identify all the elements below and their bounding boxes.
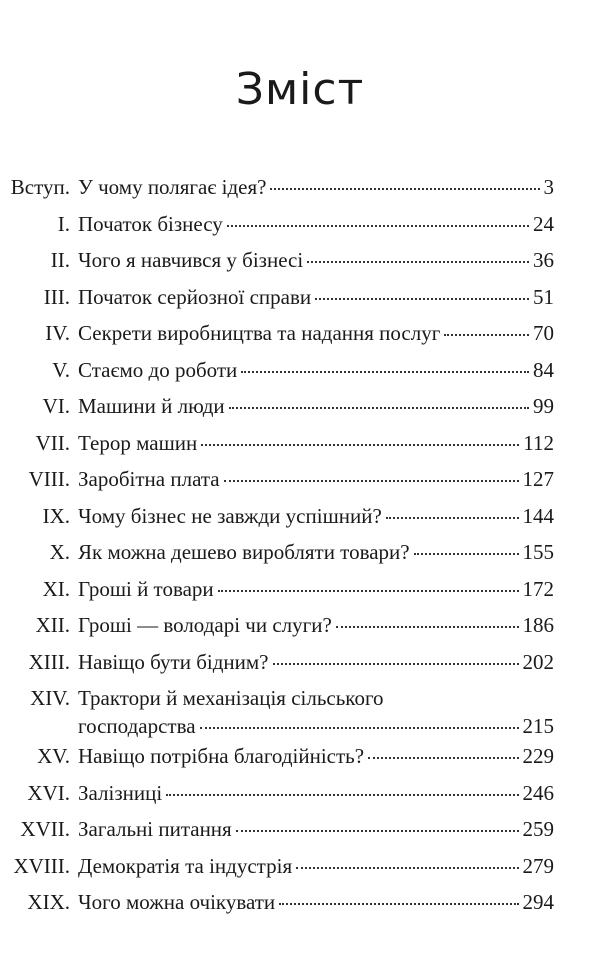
chapter-number: V.: [52, 357, 70, 382]
chapter-title-line1: Трактори й механізація сільського: [78, 686, 384, 710]
page-number: 294: [522, 890, 554, 914]
chapter-number: VII.: [35, 430, 70, 455]
page-number: 186: [522, 613, 554, 637]
chapter-title: Демократія та індустрія: [78, 853, 293, 878]
chapter-title: Машини й люди: [78, 394, 225, 418]
chapter-title: Як можна дешево виробляти товари?: [78, 540, 410, 564]
toc-entry-3[interactable]: [0, 285, 600, 322]
chapter-number: IX.: [42, 503, 70, 528]
chapter-number: VIII.: [28, 467, 70, 491]
toc-entry-2[interactable]: [0, 248, 600, 285]
dot-leader: [229, 407, 529, 409]
dot-leader: [227, 225, 529, 227]
dot-leader: [166, 794, 518, 796]
toc-entry-7[interactable]: [0, 431, 600, 468]
toc-entry-14[interactable]: [0, 686, 600, 744]
chapter-number: I.: [57, 211, 70, 236]
dot-leader: [368, 757, 518, 759]
chapter-title: Секрети виробництва та надання послуг: [78, 321, 441, 345]
chapter-title: Чого можна очікувати: [78, 890, 276, 914]
toc-entry-16[interactable]: [0, 781, 600, 818]
chapter-title: Чого я навчився у бізнесі: [78, 248, 304, 272]
dot-leader: [296, 867, 518, 869]
page-number: 99: [533, 394, 554, 418]
chapter-title: Навіщо потрібна благодійність?: [78, 744, 365, 768]
toc-entry-4[interactable]: [0, 321, 600, 358]
chapter-title: Навіщо бути бідним?: [78, 649, 269, 674]
chapter-number: XVI.: [27, 780, 70, 805]
dot-leader: [236, 830, 519, 832]
chapter-title: Чому бізнес не завжди успішний?: [78, 503, 382, 528]
page-number: 127: [522, 467, 554, 491]
chapter-number: XV.: [37, 744, 70, 768]
dot-leader: [279, 903, 518, 905]
toc-entry-17[interactable]: [0, 817, 600, 854]
chapter-number: XIV.: [30, 686, 70, 710]
chapter-number: XVII.: [20, 817, 70, 841]
toc-entry-13[interactable]: [0, 650, 600, 687]
toc-entry-11[interactable]: [0, 577, 600, 614]
chapter-title: Залізниці: [78, 780, 163, 805]
chapter-title: Гроші — володарі чи слуги?: [78, 613, 332, 637]
chapter-title: Загальні питання: [78, 817, 232, 841]
page-number: 84: [533, 357, 554, 382]
dot-leader: [444, 334, 529, 336]
toc-entry-8[interactable]: [0, 467, 600, 504]
page-number: 24: [533, 211, 554, 236]
page-number: 259: [522, 817, 554, 841]
dot-leader: [201, 444, 519, 446]
chapter-number: XIII.: [28, 649, 70, 674]
chapter-title: Заробітна плата: [78, 467, 220, 491]
chapter-number: VI.: [42, 394, 70, 418]
page-number: 202: [522, 649, 554, 674]
page-title: Зміст: [235, 64, 365, 115]
chapter-title: Гроші й товари: [78, 576, 214, 601]
toc-entry-intro[interactable]: [0, 175, 600, 212]
page-number: 144: [522, 503, 554, 528]
page-number: 36: [533, 248, 554, 272]
chapter-number: XVIII.: [13, 853, 70, 878]
toc-entry-12[interactable]: [0, 613, 600, 650]
table-of-contents: [0, 175, 600, 927]
chapter-number: Вступ.: [10, 175, 70, 199]
dot-leader: [218, 590, 519, 592]
chapter-title: Стаємо до роботи: [78, 357, 238, 382]
chapter-number: IV.: [45, 321, 70, 345]
toc-entry-1[interactable]: [0, 212, 600, 249]
dot-leader: [414, 553, 519, 555]
chapter-number: X.: [49, 540, 70, 564]
page-number: 112: [523, 430, 554, 455]
chapter-number: XIX.: [27, 890, 70, 914]
page-number: 51: [533, 284, 554, 309]
toc-entry-15[interactable]: [0, 744, 600, 781]
chapter-title: Початок серйозної справи: [78, 284, 312, 309]
page-number: 215: [522, 714, 554, 738]
chapter-number: III.: [43, 284, 70, 309]
dot-leader: [273, 663, 519, 665]
chapter-number: II.: [50, 248, 70, 272]
chapter-title: У чому полягає ідея?: [78, 175, 267, 199]
dot-leader: [224, 480, 519, 482]
dot-leader: [336, 626, 519, 628]
chapter-number: XI.: [42, 576, 70, 601]
dot-leader: [307, 261, 529, 263]
toc-entry-9[interactable]: [0, 504, 600, 541]
dot-leader: [200, 727, 519, 729]
chapter-number: XII.: [35, 613, 70, 637]
page-number: 172: [522, 576, 554, 601]
chapter-title: Терор машин: [78, 430, 198, 455]
page-number: 246: [522, 780, 554, 805]
toc-entry-6[interactable]: [0, 394, 600, 431]
page-number: 70: [533, 321, 554, 345]
page-number: 229: [522, 744, 554, 768]
toc-entry-10[interactable]: [0, 540, 600, 577]
dot-leader: [241, 371, 529, 373]
dot-leader: [270, 188, 539, 190]
toc-entry-5[interactable]: [0, 358, 600, 395]
chapter-title: Початок бізнесу: [78, 211, 223, 236]
page-number: 155: [522, 540, 554, 564]
dot-leader: [386, 517, 519, 519]
chapter-title: господарства: [78, 714, 196, 738]
dot-leader: [315, 298, 529, 300]
toc-entry-19[interactable]: [0, 890, 600, 927]
page-number: 3: [543, 175, 554, 199]
toc-entry-18[interactable]: [0, 854, 600, 891]
page-number: 279: [522, 853, 554, 878]
